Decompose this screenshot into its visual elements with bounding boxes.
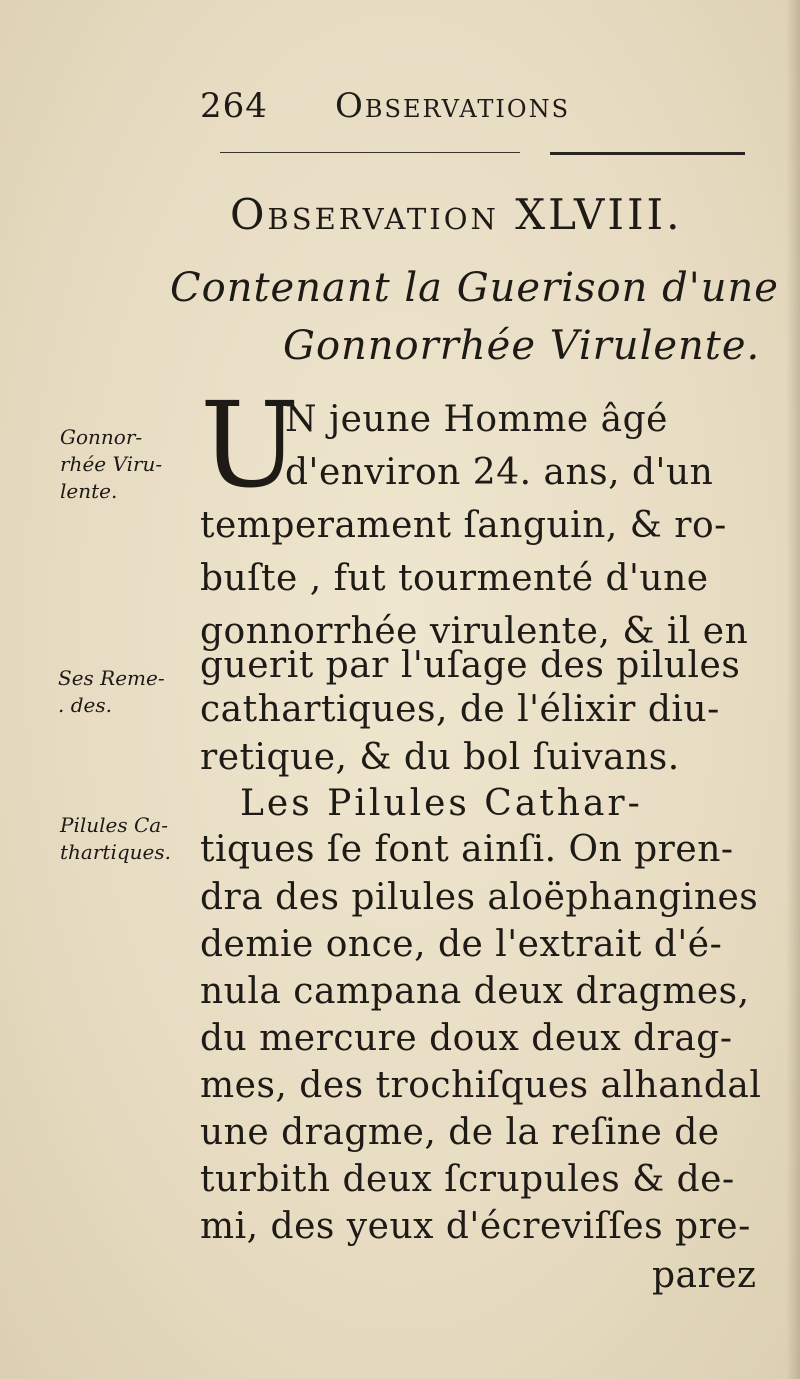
margin-note-line: Ses Reme-	[58, 666, 165, 690]
body-line: guerit par l'uſage des pilules	[200, 645, 741, 686]
body-line: N jeune Homme âgé	[285, 399, 668, 440]
body-line: dra des pilules aloëphangines	[200, 877, 759, 918]
body-line: retique, & du bol ſuivans.	[200, 737, 680, 778]
subtitle-line-1: Contenant la Guerison d'une	[170, 265, 779, 311]
header-rule-right	[550, 152, 745, 155]
running-head	[200, 86, 760, 134]
body-line: temperament ſanguin, & ro-	[200, 505, 727, 546]
margin-note-line: thartiques.	[60, 840, 171, 864]
margin-note-line: Gonnor-	[60, 425, 143, 449]
body-line: cathartiques, de l'élixir diu-	[200, 689, 720, 730]
page-number: 264	[200, 86, 268, 126]
margin-note-line: Pilules Ca-	[60, 813, 168, 837]
header-rule-left	[220, 152, 520, 153]
body-line: mes, des trochiſques alhandal	[200, 1065, 762, 1106]
catchword: parez	[652, 1255, 757, 1296]
body-line: nula campana deux dragmes,	[200, 971, 750, 1012]
body-line: turbith deux ſcrupules & de-	[200, 1159, 735, 1200]
running-title: Observations	[335, 86, 571, 126]
body-line: buſte , fut tourmenté d'une	[200, 558, 709, 599]
body-line: Les Pilules Cathar-	[240, 783, 643, 824]
body-line: mi, des yeux d'écreviſſes pre-	[200, 1206, 751, 1247]
observation-heading: Observation XLVIII.	[230, 190, 683, 239]
margin-note-line: lente.	[60, 479, 118, 503]
body-line: du mercure doux deux drag-	[200, 1018, 733, 1059]
margin-note-pilules	[60, 812, 171, 866]
margin-note-line: . des.	[58, 693, 112, 717]
subtitle-line-2: Gonnorrhée Virulente.	[283, 323, 761, 369]
page-edge-shadow	[786, 0, 800, 1379]
margin-note-gonnorrhee	[60, 424, 162, 505]
body-line: tiques ſe font ainſi. On pren-	[200, 829, 734, 870]
margin-note-remedes	[58, 665, 165, 719]
drop-cap: U	[200, 376, 300, 514]
body-line: demie once, de l'extrait d'é-	[200, 924, 723, 965]
body-line: d'environ 24. ans, d'un	[285, 452, 714, 493]
body-line: une dragme, de la reſine de	[200, 1112, 720, 1153]
margin-note-line: rhée Viru-	[60, 452, 163, 476]
body-line: gonnorrhée virulente, & il en	[200, 611, 749, 652]
